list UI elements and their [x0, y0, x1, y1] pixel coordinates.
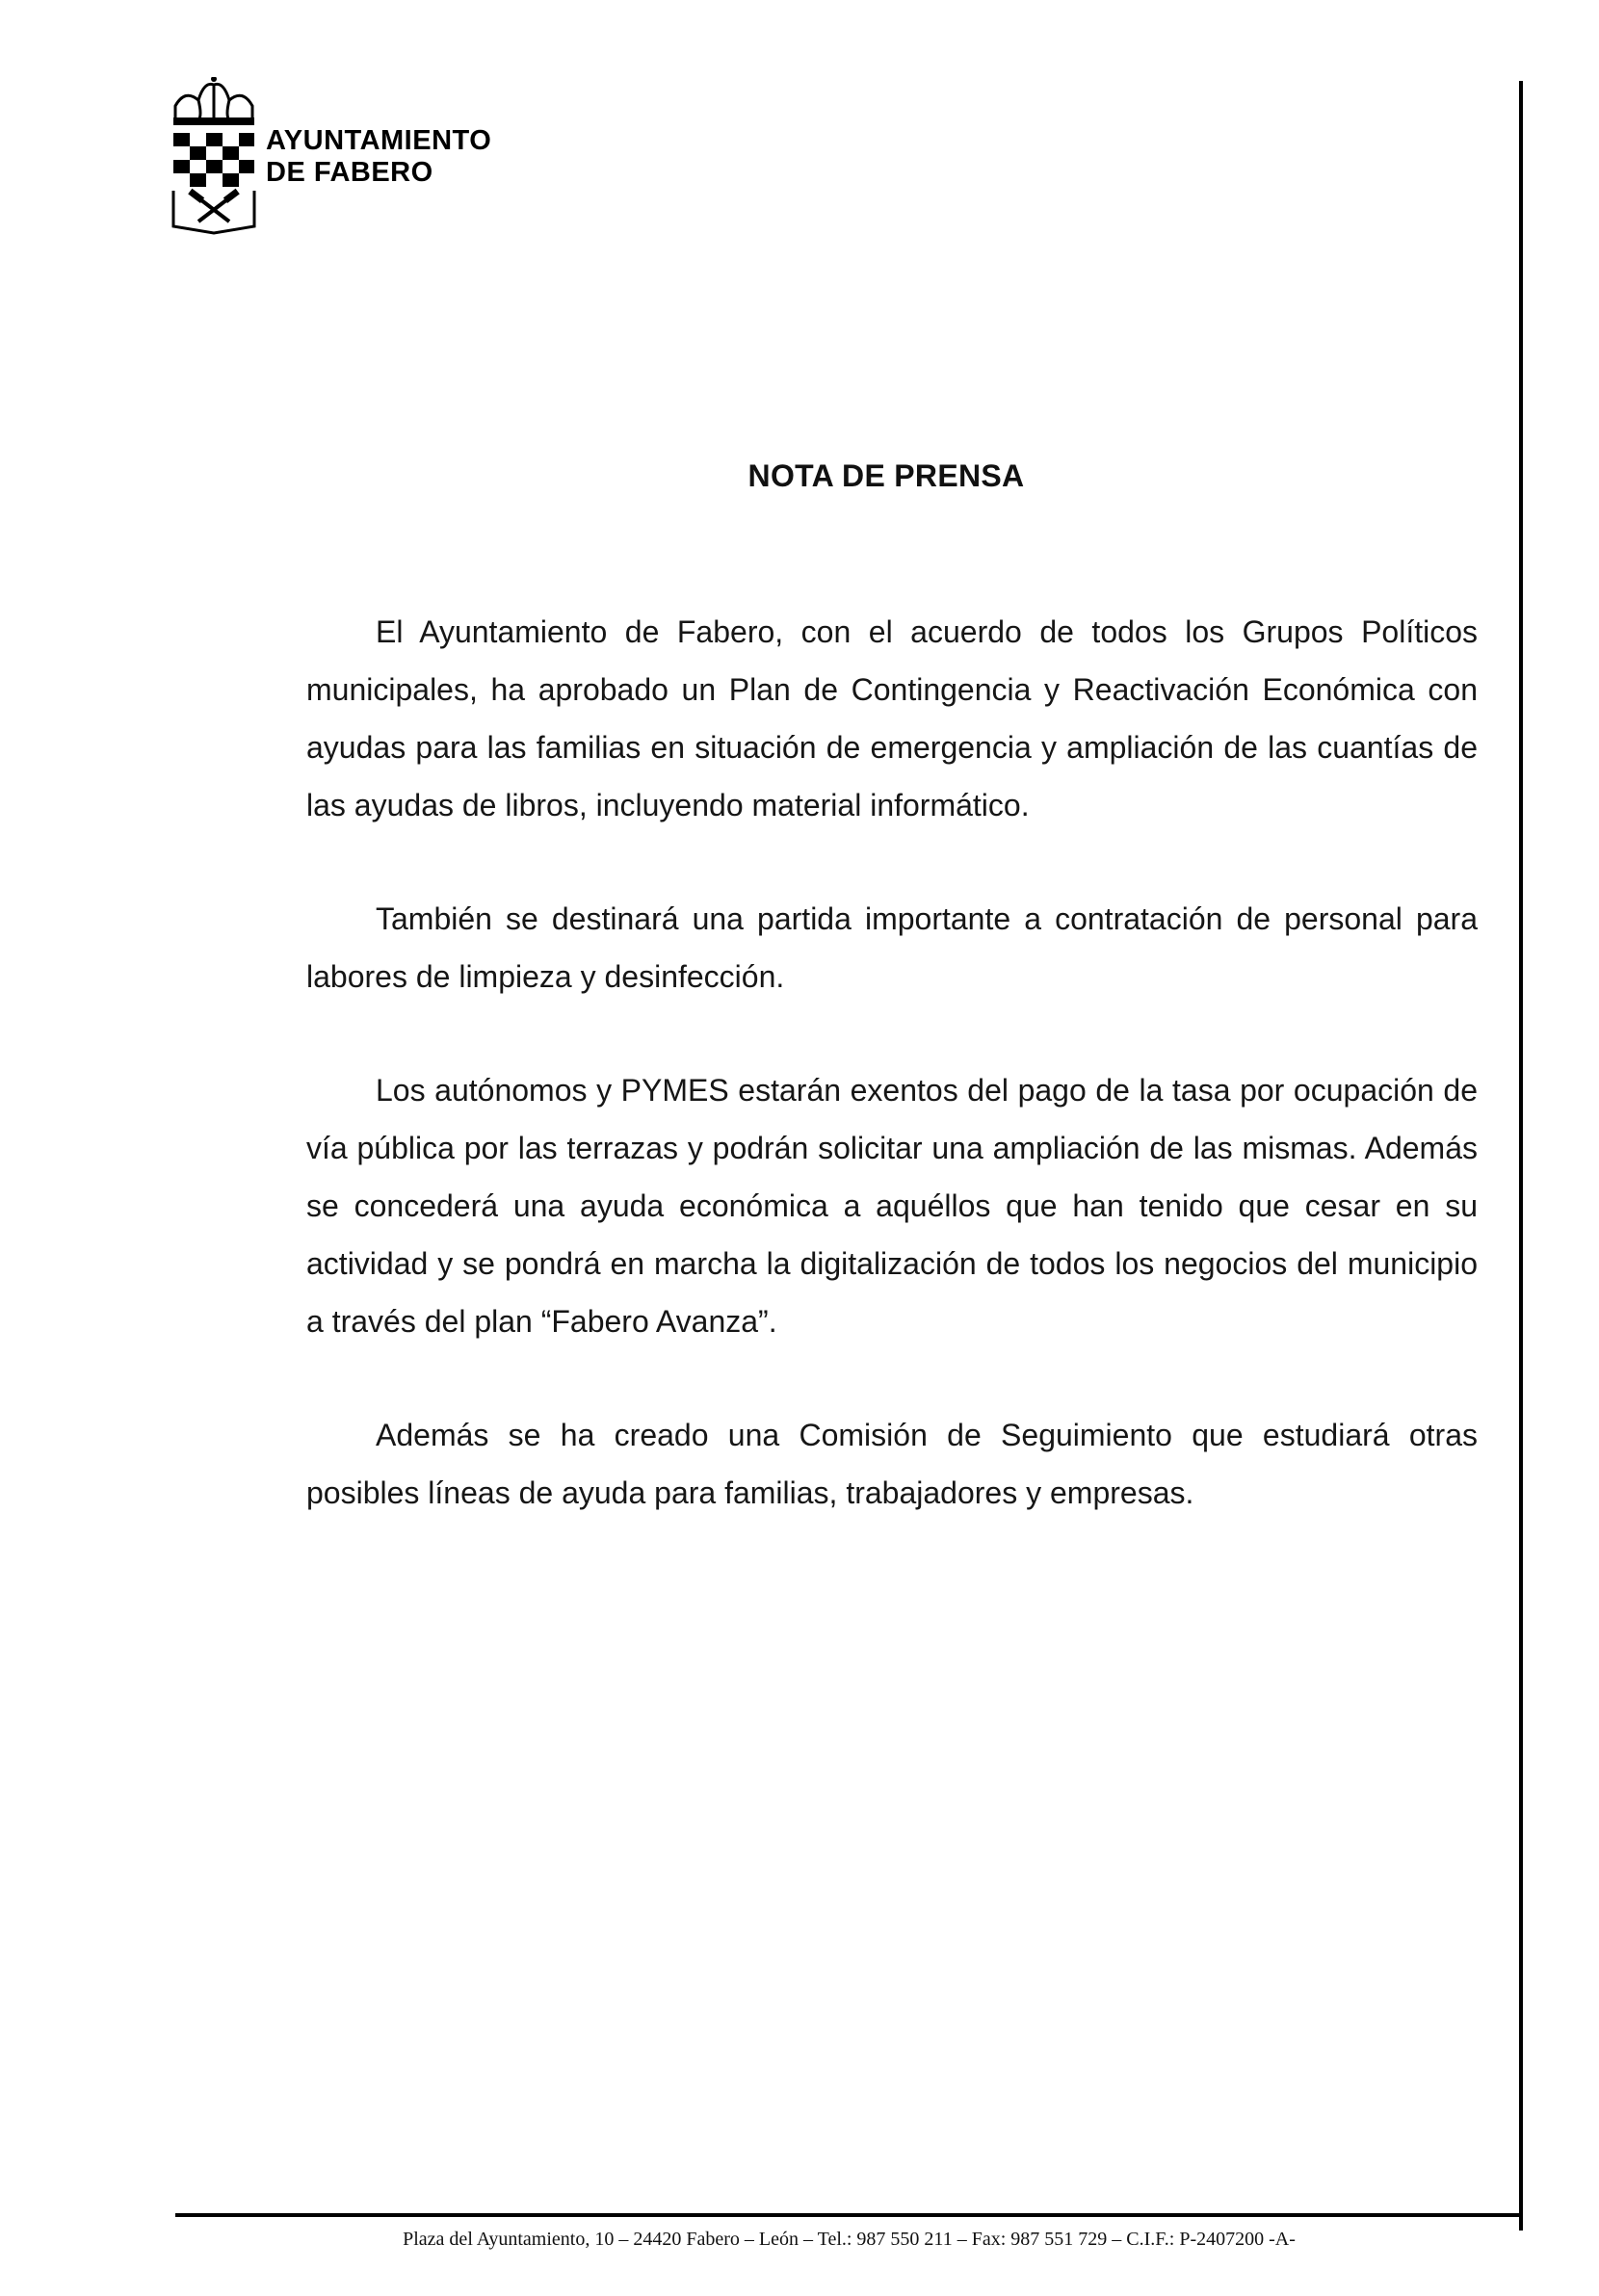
document-body	[306, 603, 1478, 1578]
paragraph-1: El Ayuntamiento de Fabero, con el acuerdo de todos los Grupos Políticos municipales, ha aprobado un Plan de Contingencia y Reactivación Económica con ayudas para las familias en situación de emergencia y ampliación de las cuantías de las ayudas de libros, incluyendo material informático.	[306, 614, 1478, 822]
organization-name-line1: AYUNTAMIENTO	[266, 125, 492, 156]
paragraph-4: Además se ha creado una Comisión de Seguimiento que estudiará otras posibles líneas de ayuda para familias, trabajadores y empresas.	[306, 1418, 1478, 1510]
organization-name	[266, 125, 491, 189]
footer-address: Plaza del Ayuntamiento, 10 – 24420 Fabero – León – Tel.: 987 550 211 – Fax: 987 551 729 – C.I.F.: P-2407200 -A-	[403, 2229, 1296, 2250]
title-container	[289, 458, 1483, 494]
municipal-logo	[166, 77, 570, 241]
organization-name-line2: DE FABERO	[266, 157, 433, 188]
paragraph-2: También se destinará una partida importante a contratación de personal para labores de limpieza y desinfección.	[306, 901, 1478, 994]
footer-rule	[175, 2213, 1523, 2217]
coat-of-arms-icon	[166, 77, 262, 241]
right-margin-rule	[1519, 81, 1523, 2231]
paragraph-3: Los autónomos y PYMES estarán exentos del pago de la tasa por ocupación de vía pública por las terrazas y podrán solicitar una ampliación de las mismas. Además se concederá una ayuda económica a aquéllos que han tenido que cesar en su actividad y se pondrá en marcha la digitalización de todos los negocios del municipio a través del plan “Fabero Avanza”.	[306, 1073, 1478, 1339]
document-title: NOTA DE PRENSA	[747, 458, 1025, 493]
